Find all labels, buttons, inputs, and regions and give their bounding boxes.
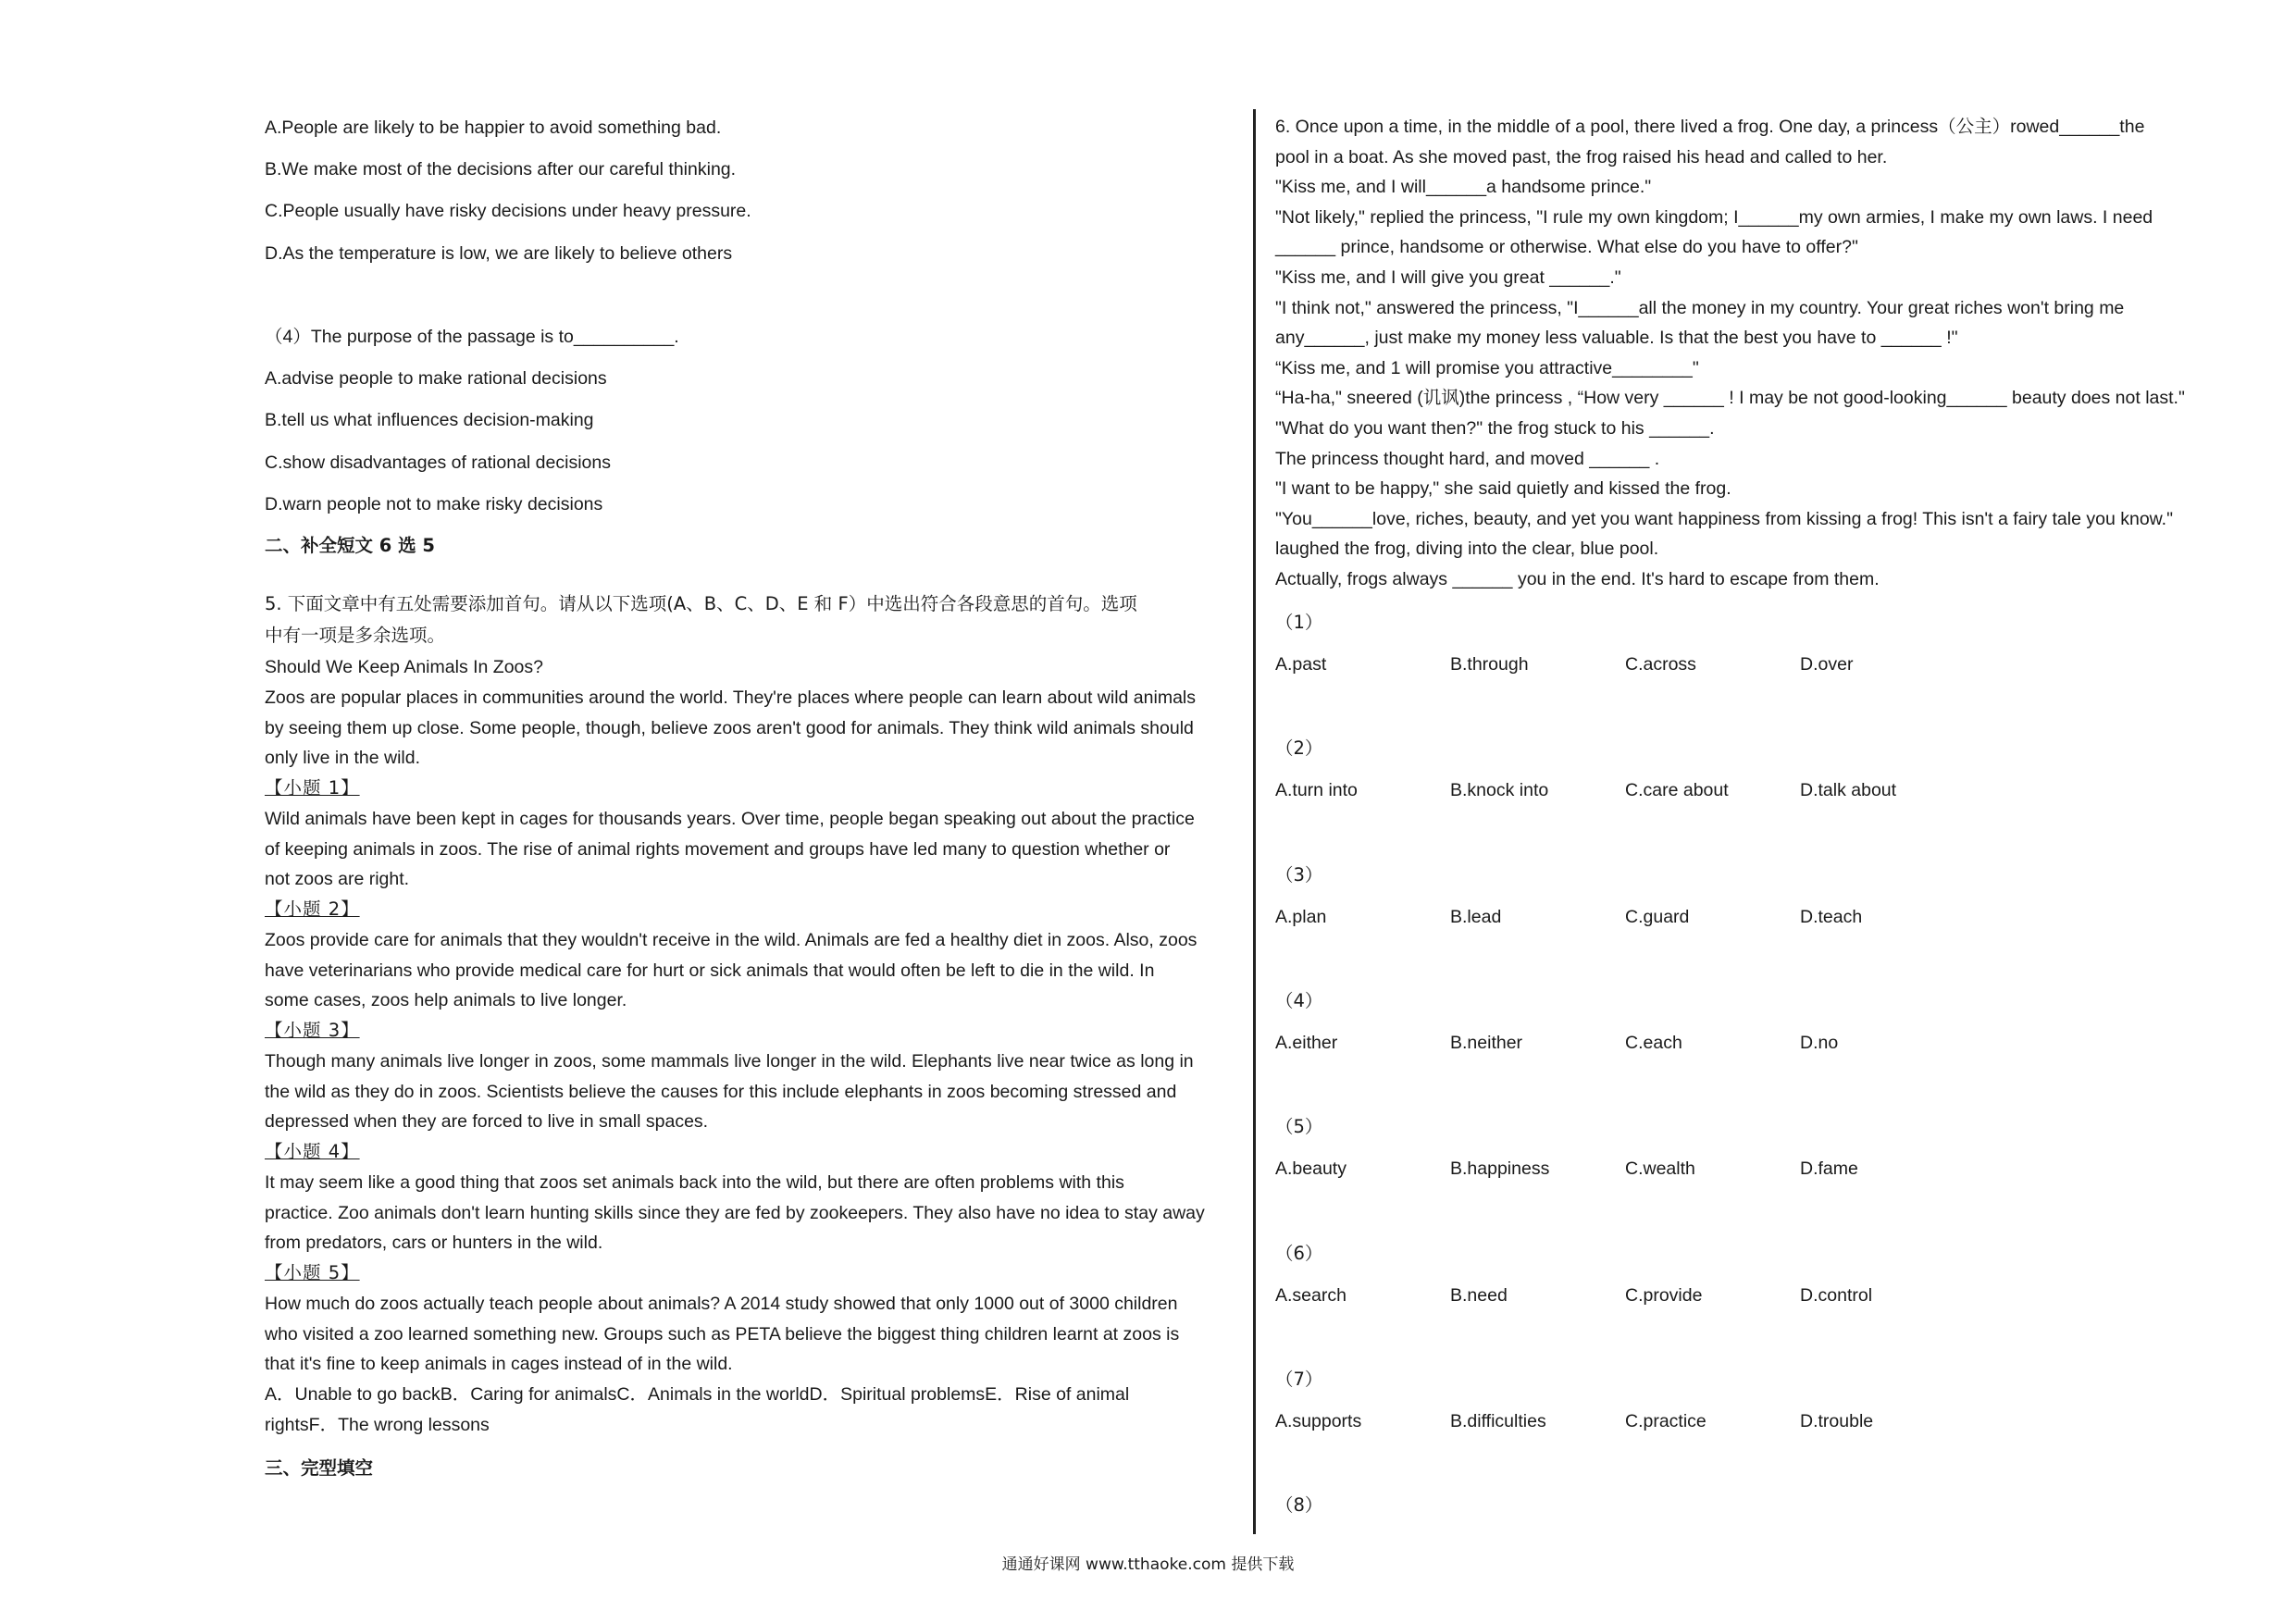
story-line: ______ prince, handsome or otherwise. What else do you have to offer?": [1275, 237, 1858, 257]
answer-option: C.provide: [1625, 1285, 1703, 1306]
story-line: Actually, frogs always ______ you in the end. It's hard to escape from them.: [1275, 569, 1880, 589]
p2-line2: have veterinarians who provide medical care for hurt or sick animals that would often be left to die in the wild. In: [265, 960, 1155, 981]
p2-line1: Zoos provide care for animals that they wouldn't receive in the wild. Animals are fed a healthy diet in zoos. Also, zoos: [265, 930, 1198, 950]
passage-title: Should We Keep Animals In Zoos?: [265, 657, 543, 677]
question-number-label: （2）: [1275, 737, 1323, 759]
answer-option: D.talk about: [1800, 780, 1897, 800]
intro-line1: Zoos are popular places in communities around the world. They're places where people can learn about wild animals: [265, 688, 1197, 708]
section2-title: 二、补全短文 6 选 5: [265, 535, 436, 556]
answer-option: A.supports: [1275, 1411, 1362, 1431]
answer-option: D.no: [1800, 1033, 1839, 1053]
option-row: [1275, 1410, 2256, 1432]
question-number-label: （4）: [1275, 990, 1323, 1011]
p4-line2: practice. Zoo animals don't learn hunting skills since they are fed by zookeepers. They also have no idea to stay away: [265, 1203, 1205, 1223]
question-number-label: （3）: [1275, 864, 1323, 886]
answer-option: B.lead: [1450, 907, 1502, 927]
question-number-label: （1）: [1275, 612, 1323, 633]
p4-line1: It may seem like a good thing that zoos set animals back into the wild, but there are often problems with this: [265, 1172, 1124, 1193]
answer-option: A.past: [1275, 654, 1327, 675]
story-line: any______, just make my money less valuable. Is that the best you have to ______ !": [1275, 328, 1958, 348]
answer-option: B.happiness: [1450, 1158, 1550, 1179]
q5-instruction-line2: 中有一项是多余选项。: [265, 625, 446, 646]
q4-option-d: D.warn people not to make risky decisions: [265, 494, 603, 514]
answer-option: D.over: [1800, 654, 1854, 675]
answer-option: C.care about: [1625, 780, 1729, 800]
subquestion-3-label: 【小题 3】: [265, 1020, 360, 1041]
story-line: “Kiss me, and 1 will promise you attractive________": [1275, 358, 1699, 378]
p5-line3: that it's fine to keep animals in cages instead of in the wild.: [265, 1354, 733, 1374]
p3-line2: the wild as they do in zoos. Scientists believe the causes for this include elephants in zoos becoming stressed and: [265, 1082, 1177, 1102]
story-line: "I want to be happy," she said quietly and kissed the frog.: [1275, 478, 1731, 499]
q3-option-b: B.We make most of the decisions after our careful thinking.: [265, 159, 737, 180]
q3-option-d: D.As the temperature is low, we are likely to believe others: [265, 243, 733, 264]
p5-line2: who visited a zoo learned something new. Groups such as PETA believe the biggest thing children learnt at zoos is: [265, 1324, 1180, 1344]
p2-line3: some cases, zoos help animals to live longer.: [265, 990, 627, 1010]
option-row: [1275, 779, 2256, 801]
q3-option-a: A.People are likely to be happier to avoid something bad.: [265, 118, 722, 138]
answer-option: A.search: [1275, 1285, 1347, 1306]
answer-option: C.practice: [1625, 1411, 1706, 1431]
answer-option: B.knock into: [1450, 780, 1549, 800]
answer-option: B.need: [1450, 1285, 1508, 1306]
story-line: "I think not," answered the princess, "I______all the money in my country. Your great riches won't bring me: [1275, 298, 2125, 318]
question-number-label: （5）: [1275, 1116, 1323, 1137]
q4-stem: （4）The purpose of the passage is to__________.: [265, 327, 679, 347]
subquestion-1-label: 【小题 1】: [265, 777, 360, 799]
subquestion-5-label: 【小题 5】: [265, 1262, 360, 1283]
answer-option: C.each: [1625, 1033, 1682, 1053]
option-row: [1275, 1032, 2256, 1054]
answer-option: B.neither: [1450, 1033, 1523, 1053]
answer-option: B.through: [1450, 654, 1529, 675]
story-line: pool in a boat. As she moved past, the frog raised his head and called to her.: [1275, 147, 1888, 167]
subquestion-4-label: 【小题 4】: [265, 1141, 360, 1162]
answer-option: A.plan: [1275, 907, 1327, 927]
q4-option-c: C.show disadvantages of rational decisions: [265, 452, 611, 473]
question-number-label: （6）: [1275, 1243, 1323, 1264]
story-line: “Ha-ha," sneered (讥讽)the princess , “How very ______ ! I may be not good-looking______ beauty does not last.": [1275, 388, 2185, 408]
story-line: 6. Once upon a time, in the middle of a pool, there lived a frog. One day, a princess（公主）rowed______the: [1275, 117, 2145, 137]
p1-line3: not zoos are right.: [265, 869, 410, 889]
q5-choices-line2: rightsF．The wrong lessons: [265, 1415, 490, 1435]
story-line: laughed the frog, diving into the clear, blue pool.: [1275, 539, 1659, 559]
story-line: The princess thought hard, and moved ______ .: [1275, 449, 1660, 469]
answer-option: A.turn into: [1275, 780, 1358, 800]
answer-option: D.control: [1800, 1285, 1873, 1306]
page-footer: 通通好课网 www.tthaoke.com 提供下载: [1001, 1555, 1295, 1574]
option-row: [1275, 906, 2256, 928]
q3-option-c: C.People usually have risky decisions under heavy pressure.: [265, 201, 751, 221]
q5-choices-line1: A．Unable to go backB．Caring for animalsC．Animals in the worldD．Spiritual problemsE．Rise of animal: [265, 1384, 1130, 1405]
story-line: "What do you want then?" the frog stuck to his ______.: [1275, 418, 1715, 439]
answer-option: B.difficulties: [1450, 1411, 1546, 1431]
intro-line3: only live in the wild.: [265, 748, 420, 768]
intro-line2: by seeing them up close. Some people, though, believe zoos aren't good for animals. They think wild animals should: [265, 718, 1194, 738]
subquestion-2-label: 【小题 2】: [265, 898, 360, 920]
story-line: "Not likely," replied the princess, "I rule my own kingdom; I______my own armies, I make my own laws. I need: [1275, 207, 2153, 228]
column-divider: [1253, 109, 1256, 1534]
section3-title: 三、完型填空: [265, 1457, 374, 1479]
question-number-label: （8）: [1275, 1494, 1323, 1516]
option-row: [1275, 1284, 2256, 1307]
answer-option: C.guard: [1625, 907, 1690, 927]
option-row: [1275, 653, 2256, 675]
q4-option-a: A.advise people to make rational decisions: [265, 368, 607, 389]
p3-line3: depressed when they are forced to live in small spaces.: [265, 1111, 709, 1132]
answer-option: D.trouble: [1800, 1411, 1874, 1431]
answer-option: D.fame: [1800, 1158, 1858, 1179]
q5-instruction-line1: 5. 下面文章中有五处需要添加首句。请从以下选项(A、B、C、D、E 和 F）中选出符合各段意思的首句。选项: [265, 593, 1137, 614]
question-number-label: （7）: [1275, 1369, 1323, 1390]
answer-option: D.teach: [1800, 907, 1863, 927]
answer-option: A.either: [1275, 1033, 1338, 1053]
story-line: "Kiss me, and I will give you great ______.": [1275, 267, 1621, 288]
p4-line3: from predators, cars or hunters in the wild.: [265, 1233, 603, 1253]
p1-line1: Wild animals have been kept in cages for thousands years. Over time, people began speaking out about the practice: [265, 809, 1195, 829]
p3-line1: Though many animals live longer in zoos, some mammals live longer in the wild. Elephants live near twice as long in: [265, 1051, 1194, 1072]
answer-option: C.wealth: [1625, 1158, 1695, 1179]
p1-line2: of keeping animals in zoos. The rise of animal rights movement and groups have led many to question whether or: [265, 839, 1171, 860]
option-row: [1275, 1158, 2256, 1180]
story-line: "Kiss me, and I will______a handsome prince.": [1275, 177, 1652, 197]
answer-option: C.across: [1625, 654, 1696, 675]
q4-option-b: B.tell us what influences decision-making: [265, 410, 594, 430]
answer-option: A.beauty: [1275, 1158, 1347, 1179]
story-line: "You______love, riches, beauty, and yet you want happiness from kissing a frog! This isn't a fairy tale you know.": [1275, 509, 2174, 529]
p5-line1: How much do zoos actually teach people about animals? A 2014 study showed that only 1000 out of 3000 children: [265, 1294, 1178, 1314]
